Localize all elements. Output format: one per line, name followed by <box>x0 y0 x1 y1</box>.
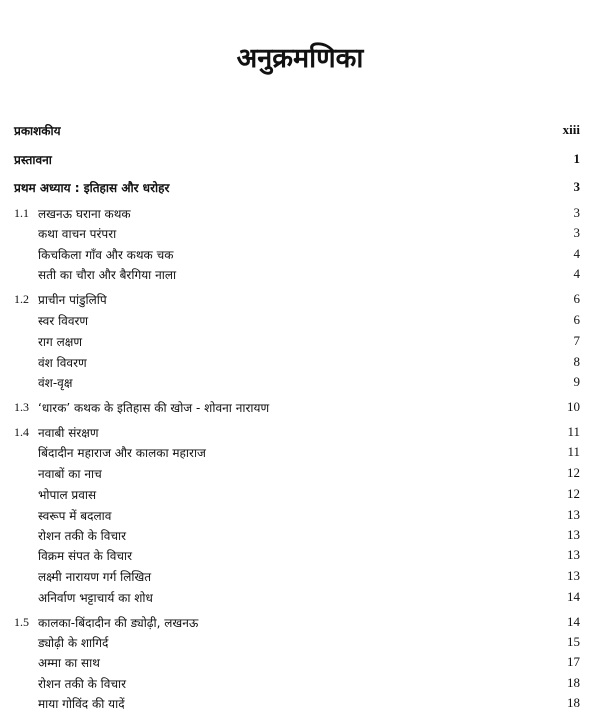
toc-item-page: 15 <box>567 634 580 649</box>
section-page: 3 <box>573 205 580 220</box>
toc-entry-page: 3 <box>573 179 580 194</box>
toc-item-label: राग लक्षण <box>38 334 83 349</box>
section-number: 1.5 <box>14 614 29 629</box>
toc-item[interactable] <box>0 223 600 243</box>
section-number: 1.2 <box>14 291 29 306</box>
toc-item-label: नवाबों का नाच <box>38 466 102 481</box>
toc-item-page: 18 <box>567 695 580 710</box>
toc-item-label: भोपाल प्रवास <box>38 487 97 502</box>
section-label: प्राचीन पांडुलिपि <box>38 292 107 307</box>
section-label: कालका-बिंदादीन की ड्योढ़ी, लखनऊ <box>38 615 199 630</box>
section-page: 11 <box>567 424 580 439</box>
toc-item-label: किचकिला गाँव और कथक चक <box>38 247 174 262</box>
toc-item-page: 17 <box>567 654 580 669</box>
toc-section-1-5[interactable] <box>0 612 600 632</box>
toc-item[interactable] <box>0 673 600 693</box>
toc-section-1-2[interactable] <box>0 289 600 309</box>
toc-item-label: स्वर विवरण <box>38 313 89 328</box>
toc-item-label: ड्योढ़ी के शागिर्द <box>38 635 109 650</box>
toc-item[interactable] <box>0 632 600 652</box>
section-page: 6 <box>573 291 580 306</box>
toc-entry-prastavana[interactable] <box>0 149 600 169</box>
toc-item[interactable] <box>0 244 600 264</box>
toc-item[interactable] <box>0 505 600 525</box>
toc-entry-label: प्रथम अध्याय : इतिहास और धरोहर <box>14 180 170 195</box>
toc-entry-label: प्रस्तावना <box>14 152 52 167</box>
toc-item-page: 9 <box>573 374 580 389</box>
toc-item-page: 7 <box>573 333 580 348</box>
toc-item-page: 6 <box>573 312 580 327</box>
toc-item[interactable] <box>0 372 600 392</box>
toc-section-1-4[interactable] <box>0 422 600 442</box>
toc-item[interactable] <box>0 310 600 330</box>
toc-item-label: विक्रम संपत के विचार <box>38 548 133 563</box>
section-number: 1.4 <box>14 424 29 439</box>
toc-item-label: माया गोविंद की यादें <box>38 696 125 711</box>
toc-section-1-3[interactable] <box>0 397 600 417</box>
page-title: अनुक्रमणिका <box>236 43 364 74</box>
section-page: 14 <box>567 614 580 629</box>
toc-section-1-1[interactable] <box>0 203 600 223</box>
toc-item-page: 8 <box>573 354 580 369</box>
toc-item-label: वंश विवरण <box>38 355 87 370</box>
toc-item-label: अम्मा का साथ <box>38 655 100 670</box>
toc-item-page: 4 <box>573 246 580 261</box>
toc-item[interactable] <box>0 484 600 504</box>
toc-entry-chapter-1[interactable] <box>0 177 600 197</box>
toc-item[interactable] <box>0 587 600 607</box>
toc-item[interactable] <box>0 566 600 586</box>
toc-item-page: 13 <box>567 527 580 542</box>
toc-item-label: वंश-वृक्ष <box>38 375 73 390</box>
toc-item-page: 18 <box>567 675 580 690</box>
toc-item[interactable] <box>0 693 600 713</box>
toc-item-page: 13 <box>567 507 580 522</box>
toc-item-label: स्वरूप में बदलाव <box>38 508 112 523</box>
toc-item-page: 4 <box>573 266 580 281</box>
toc-item-page: 12 <box>567 465 580 480</box>
toc-item-label: लक्ष्मी नारायण गर्ग लिखित <box>38 569 152 584</box>
toc-item-label: रोशन तकी के विचार <box>38 528 127 543</box>
toc-item-page: 13 <box>567 568 580 583</box>
toc-item[interactable] <box>0 352 600 372</box>
toc-item-label: रोशन तकी के विचार <box>38 676 127 691</box>
toc-entry-prakashkiya[interactable] <box>0 120 600 140</box>
toc-item-page: 13 <box>567 547 580 562</box>
toc-item-label: सती का चौरा और बैरगिया नाला <box>38 267 177 282</box>
toc-entry-page: 1 <box>573 151 580 166</box>
toc-item[interactable] <box>0 463 600 483</box>
toc-item[interactable] <box>0 331 600 351</box>
section-number: 1.3 <box>14 399 29 414</box>
toc-item-page: 3 <box>573 225 580 240</box>
toc-entry-page: xiii <box>562 122 580 137</box>
toc-item[interactable] <box>0 264 600 284</box>
toc-item-page: 14 <box>567 589 580 604</box>
toc-item[interactable] <box>0 545 600 565</box>
section-page: 10 <box>567 399 580 414</box>
toc-item-page: 11 <box>567 444 580 459</box>
section-number: 1.1 <box>14 205 29 220</box>
toc-item-label: बिंदादीन महाराज और कालका महाराज <box>38 445 206 460</box>
toc-entry-label: प्रकाशकीय <box>14 123 61 138</box>
section-label: नवाबी संरक्षण <box>38 425 99 440</box>
toc-item[interactable] <box>0 442 600 462</box>
section-label: ‘धारक’ कथक के इतिहास की खोज - शोवना नारायण <box>38 400 270 415</box>
toc-item-label: अनिर्वाण भट्टाचार्य का शोध <box>38 590 153 605</box>
toc-item-label: कथा वाचन परंपरा <box>38 226 117 241</box>
toc-item-page: 12 <box>567 486 580 501</box>
toc-item[interactable] <box>0 525 600 545</box>
section-label: लखनऊ घराना कथक <box>38 206 131 221</box>
toc-item[interactable] <box>0 652 600 672</box>
